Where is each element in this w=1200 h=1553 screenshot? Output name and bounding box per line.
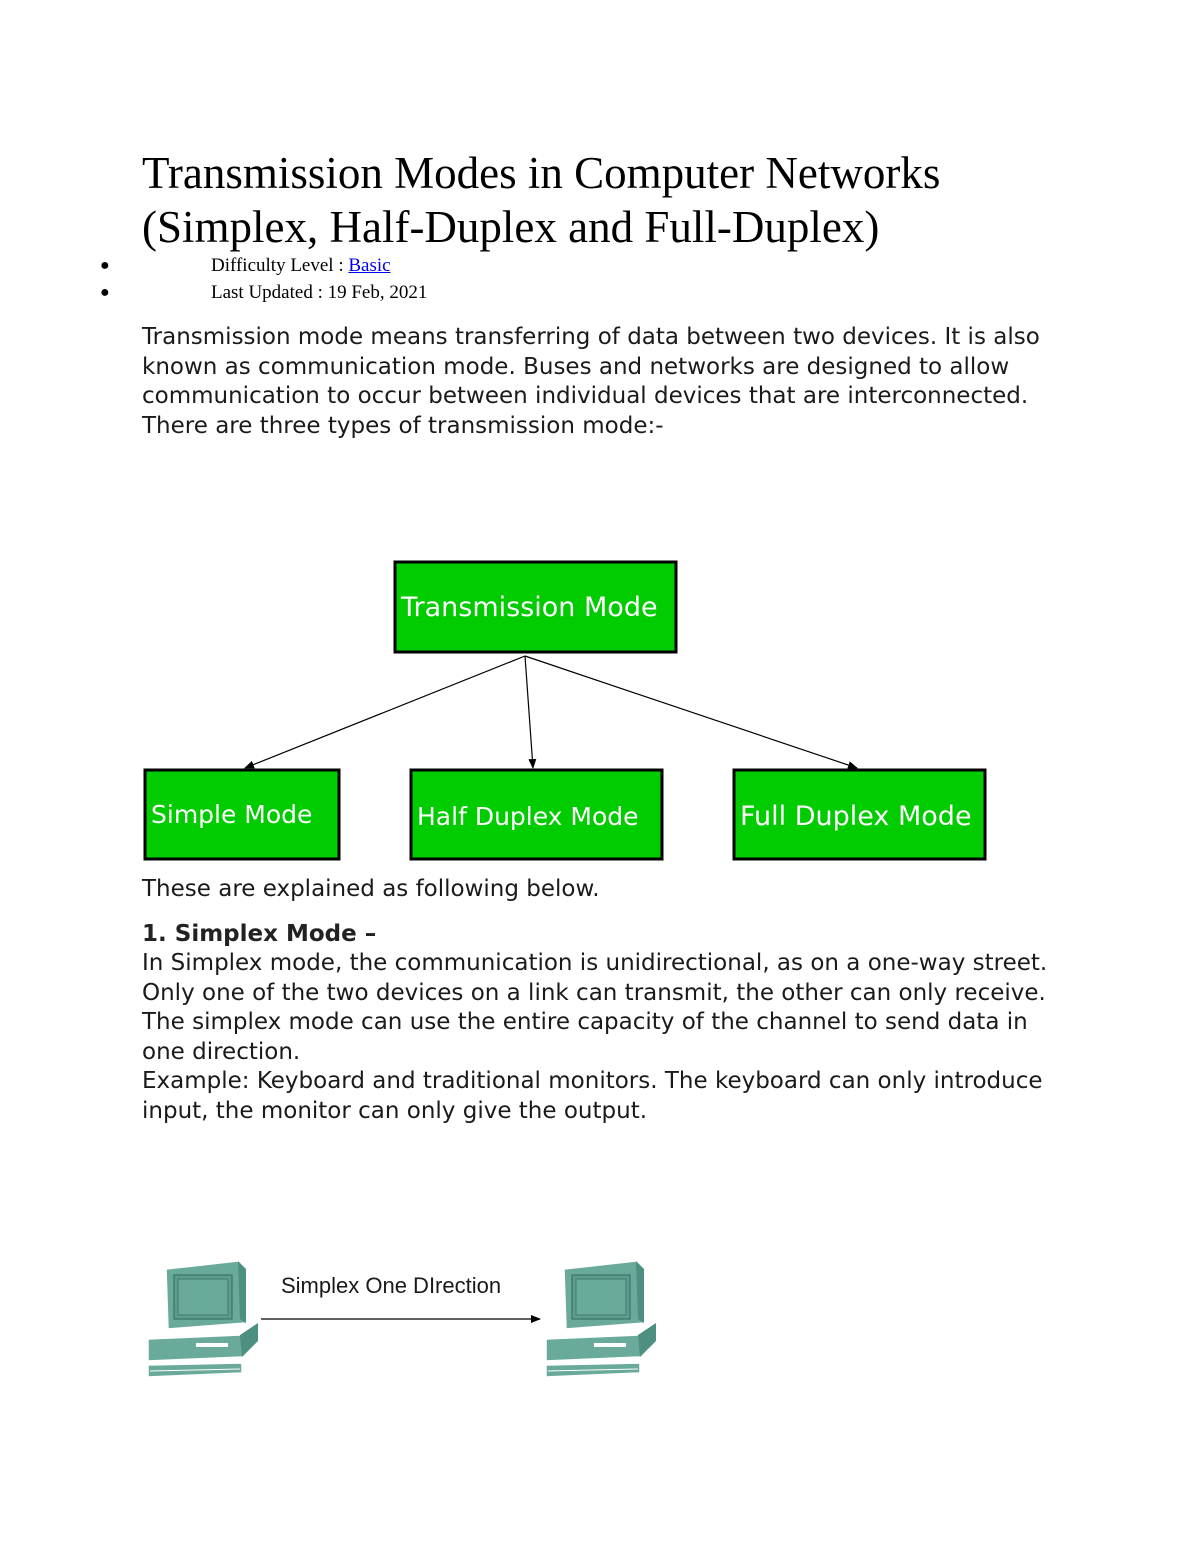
explained-paragraph: These are explained as following below. bbox=[142, 876, 600, 902]
connector-to-simple bbox=[245, 656, 525, 768]
computer-icon bbox=[546, 1261, 656, 1377]
child-node-half-duplex bbox=[411, 770, 662, 859]
child-node-label: Full Duplex Mode bbox=[740, 801, 972, 832]
bullet-icon: ● bbox=[100, 284, 110, 301]
title-line-2: (Simplex, Half-Duplex and Full-Duplex) bbox=[142, 202, 880, 252]
simplex-body: In Simplex mode, the communication is unidirectional, as on a one-way street. Only one of the two devices on a link can transmit, the other can only receive. The simplex mode can use the entire capacity of the channel to send data in one direction. bbox=[142, 950, 1048, 1066]
diagram-connectors bbox=[245, 656, 857, 768]
updated-label: Last Updated : bbox=[211, 282, 328, 303]
simplex-diagram-caption: Simplex One DIrection bbox=[281, 1273, 502, 1298]
simplex-diagram bbox=[148, 1261, 656, 1377]
connector-to-full-duplex bbox=[525, 656, 857, 768]
computer-icon bbox=[148, 1261, 258, 1377]
connector-to-half-duplex bbox=[525, 656, 533, 768]
updated-date: 19 Feb, 2021 bbox=[327, 282, 428, 303]
difficulty-link[interactable]: Basic bbox=[348, 255, 391, 276]
child-node-label: Half Duplex Mode bbox=[417, 802, 639, 831]
root-node bbox=[395, 562, 676, 652]
bullet-icon: ● bbox=[100, 257, 110, 274]
title-line-1: Transmission Modes in Computer Networks bbox=[142, 148, 941, 198]
intro-paragraph: Transmission mode means transferring of data between two devices. It is also known as communication mode. Buses and networks are designed to allow communication to occur between individual devices that are interconnected. There are three types of transmission mode:- bbox=[142, 324, 1040, 440]
child-node-label: Simple Mode bbox=[151, 800, 313, 829]
difficulty-label: Difficulty Level : bbox=[211, 255, 349, 276]
simplex-example: Example: Keyboard and traditional monitors. The keyboard can only introduce input, the monitor can only give the output. bbox=[142, 1068, 1043, 1124]
root-node-label: Transmission Mode bbox=[401, 592, 658, 623]
child-node-full-duplex bbox=[734, 770, 985, 859]
child-node-simple bbox=[145, 770, 339, 859]
simplex-heading: 1. Simplex Mode – bbox=[142, 921, 377, 947]
